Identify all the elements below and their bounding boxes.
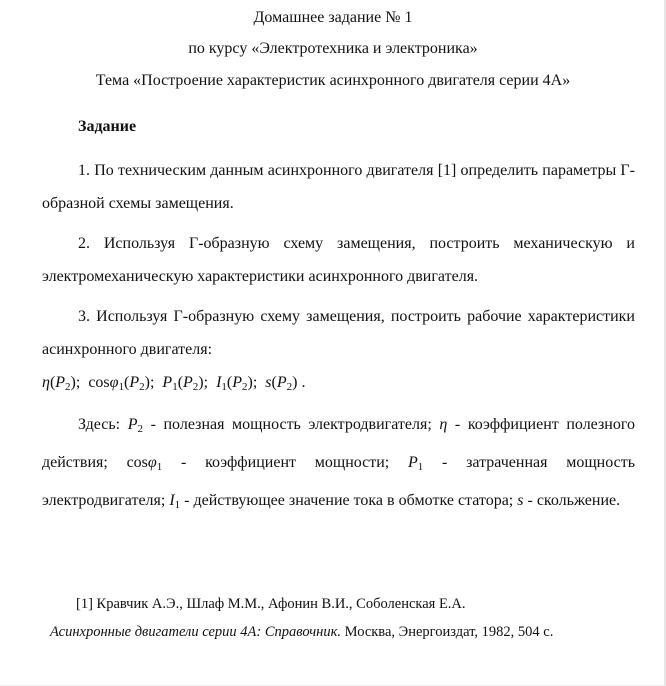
reference-title: Асинхронные двигатели серии 4А: Справочник. bbox=[50, 624, 342, 640]
reference-publisher: Москва, Энергоиздат, 1982, 504 с. bbox=[344, 624, 554, 640]
explanation-eta: - коэффициент полезного действия; bbox=[42, 416, 636, 471]
topic-line: Тема «Построение характеристик асинхронного двигателя серии 4А» bbox=[95, 72, 571, 89]
task-3 bbox=[42, 300, 635, 404]
reference-source bbox=[50, 624, 553, 641]
explanation-p2: - полезная мощность электродвигателя; bbox=[150, 416, 432, 433]
task-1 bbox=[42, 154, 635, 220]
task-1-text: 1. По техническим данным асинхронного двигателя [1] определить параметры Г-образной схемы замещения. bbox=[42, 162, 635, 212]
explanation-lead: Здесь: bbox=[78, 416, 121, 433]
explanation-paragraph: Здесь: $P_2$ - полезная мощность электродвигателя; η - коэффициент полезного действия; cosφ$_1$ - коэффициент мощности; $P_1$ - затраченная мощность электродвигателя; $I_1$ - действующее значение тока в обмотке статора; s - скольжение. bbox=[42, 416, 636, 511]
explanation-cos: - коэффициент мощности; bbox=[181, 454, 390, 471]
task-heading: Задание bbox=[78, 118, 137, 135]
task-3-text: 3. Используя Г-образную схему замещения, построить рабочие характеристики асинхронного двигателя: bbox=[42, 308, 635, 358]
explanation-s: - скольжение. bbox=[527, 492, 621, 509]
reference-authors: [1] Кравчик А.Э., Шлаф М.М., Афонин В.И., Соболенская Е.А. bbox=[76, 596, 466, 612]
course-line: по курсу «Электротехника и электроника» bbox=[188, 40, 478, 57]
task-2 bbox=[42, 227, 635, 293]
explanation-i1: - действующее значение тока в обмотке статора; bbox=[184, 492, 514, 509]
formula-list: $\eta(P_2)$; $\cos\varphi_1(P_2)$; $P_1(P_2)$; $I_1(P_2)$; $s(P_2)$ . bbox=[42, 374, 306, 393]
explanation-p1: - затраченная мощность электродвигателя; bbox=[42, 454, 636, 509]
document-title: Домашнее задание № 1 bbox=[253, 9, 413, 26]
task-2-text: 2. Используя Г-образную схему замещения, построить механическую и электромеханическую характеристики асинхронного двигателя. bbox=[42, 235, 635, 285]
